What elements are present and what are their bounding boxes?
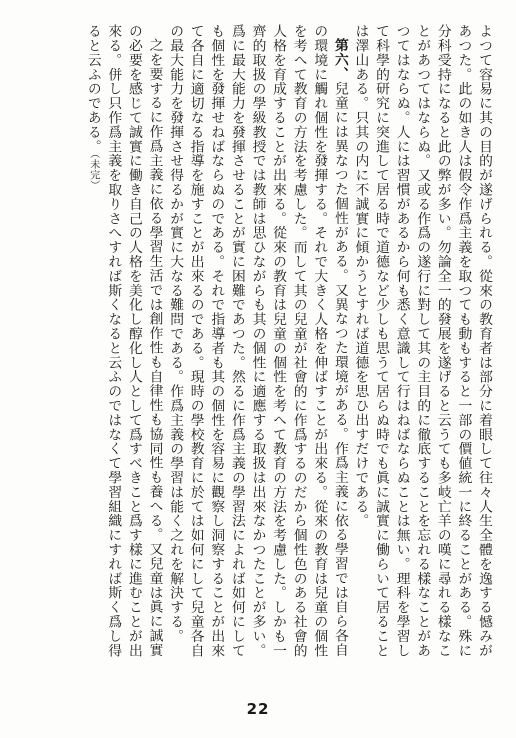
page-number: 22	[246, 700, 270, 718]
paragraph-3-text: 之を要するに作爲主義に依る學習生活では創作性も自律性も協同性も養へる。又兒童は眞に誠實の必要を感じて誠實に働き自己の人格を美化し醇化し人として爲すべきこと爲す樣に進むことが出來る。併し只作爲主義を取りさへすれば斯くなると云ふのではなくて學習組織にすれば斯く爲し得ると云ふのである。	[84, 24, 163, 658]
vertical-text-body	[16, 24, 494, 664]
paragraph-2-text: 兒童には異なつた個性がある。又異なつた環境がある。作爲主義に依る學習では自ら各自の環境に觸れ個性を發揮する。それで大きく人格を伸ばすことが出來る。從來の教育は兒童の個性を考へて教育の方法を考慮した。而して其の兒童が社會的に作爲するのだから個性色のある社會的人格を育成することが出來る。從來の教育は兒童の個性を考へて教育の方法を考慮した。しかも一齊的取扱の學級教授では教師は思ひながらも其の個性に適應する取扱は出來なかつたことが多い。爲に最大能力を發揮させることが實に困難であつた。然るに作爲主義の學習法によれば如何にしても個性を發揮せねばならぬのである。それで指導者も其の個性を容易に觀察し洞察することが出來て各自に適切なる指導を施すことが出來るのである。現時の學校教育に於ては如何にして兒童各自の最大能力を發揮させ得るかが實に大なる難問である。作爲主義の學習は能く之れを解決する。	[167, 24, 348, 658]
paragraph-1-text: よつて容易に其の目的が遂げられる。從來の教育者は部分に着眼して往々人生全體を逸する憾みがあつた。此の如き人は假令作爲主義を取つても動もすると一部の價値統一に終ることがある。殊に分科受持になると此の弊が多い。勿論全一的發展を遂げると云うても多岐亡羊の嘆に尋れる樣なことがあつてはならぬ。又或る作爲の遂行に對して其の主目的に徹底することを忘れる樣なことがあつてはならぬ。人には習慣があるから何も悉く意識して行はねばならぬことは無い。理科を學習して科學的研究に突進して居る時で道德など少しも思うて居らぬ時でも眞に誠實に働らいて居ることは澤山ある。只其の内に不誠實に傾かうとすれば道德を思ひ出すだけである。	[352, 24, 492, 658]
paragraph-3	[82, 24, 164, 664]
paragraph-2	[165, 24, 350, 664]
to-be-continued-note: （未完）	[87, 153, 99, 192]
paragraph-2-heading: 第六、	[331, 37, 348, 81]
paragraph-1	[350, 24, 494, 664]
